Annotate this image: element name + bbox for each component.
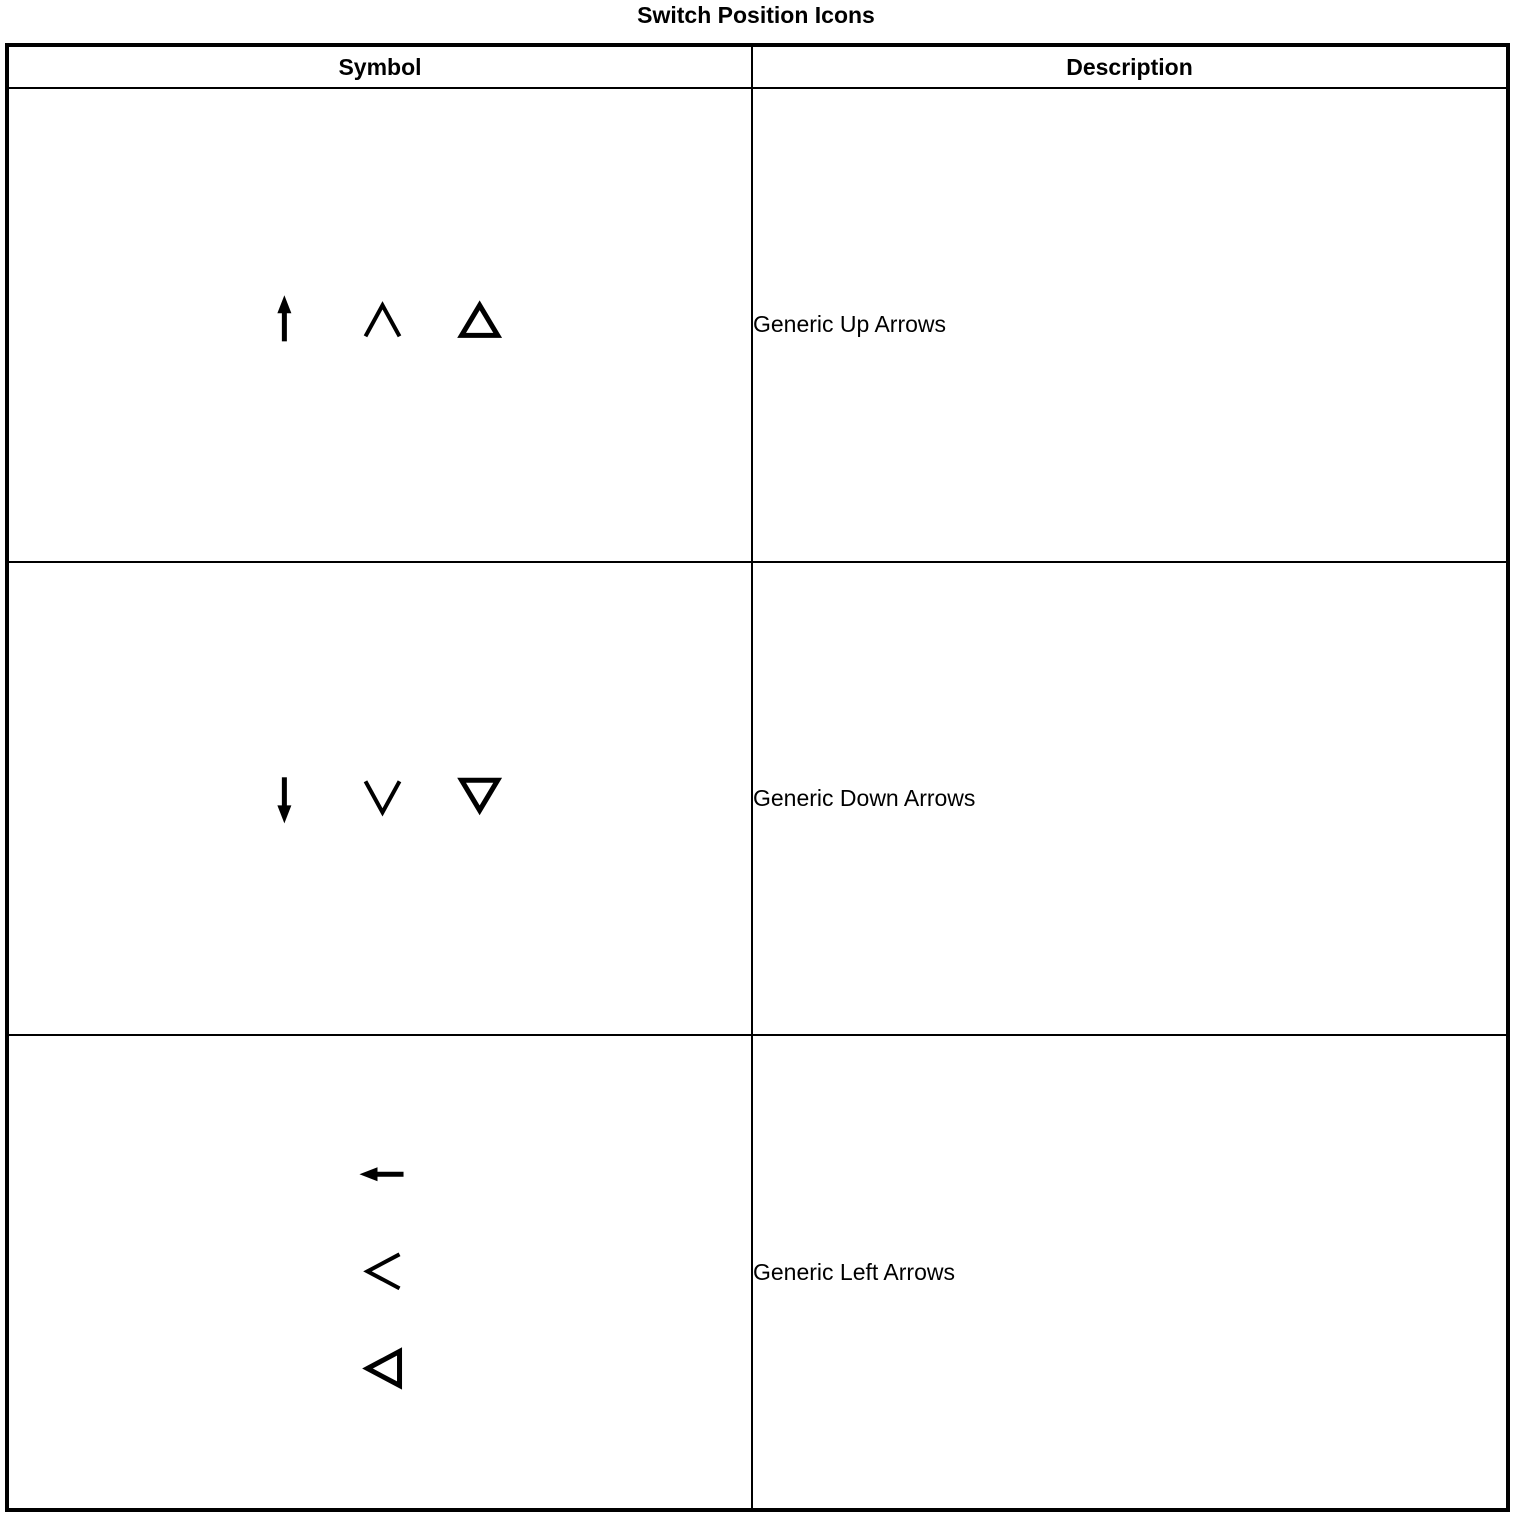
- description-cell: Generic Down Arrows: [752, 562, 1508, 1036]
- description-cell: Generic Up Arrows: [752, 88, 1508, 562]
- triangle-left-icon: [367, 1352, 399, 1386]
- arrow-up-icon: [277, 295, 291, 341]
- up-arrows-symbols: [9, 89, 751, 561]
- table-header-row: [7, 45, 1508, 88]
- triangle-up-icon: [462, 305, 498, 335]
- symbol-cell: [7, 1035, 752, 1510]
- symbol-cell: [7, 562, 752, 1036]
- table-row: [7, 562, 1508, 1036]
- description-cell: Generic Left Arrows: [752, 1035, 1508, 1510]
- description-column-header: Description: [752, 45, 1508, 88]
- chevron-up-icon: [365, 305, 399, 336]
- arrow-down-icon: [277, 777, 291, 823]
- page-title: Switch Position Icons: [637, 2, 875, 28]
- triangle-down-icon: [462, 780, 498, 810]
- chevron-left-icon: [367, 1255, 399, 1289]
- table-row: [7, 1035, 1508, 1510]
- symbol-cell: [7, 88, 752, 562]
- arrow-left-icon: [359, 1168, 403, 1182]
- chevron-down-icon: [365, 781, 399, 812]
- symbol-column-header: Symbol: [7, 45, 752, 88]
- down-arrows-symbols: [9, 563, 751, 1035]
- switch-position-icons-table: [5, 43, 1510, 1512]
- left-arrows-symbols: [9, 1036, 751, 1508]
- table-row: [7, 88, 1508, 562]
